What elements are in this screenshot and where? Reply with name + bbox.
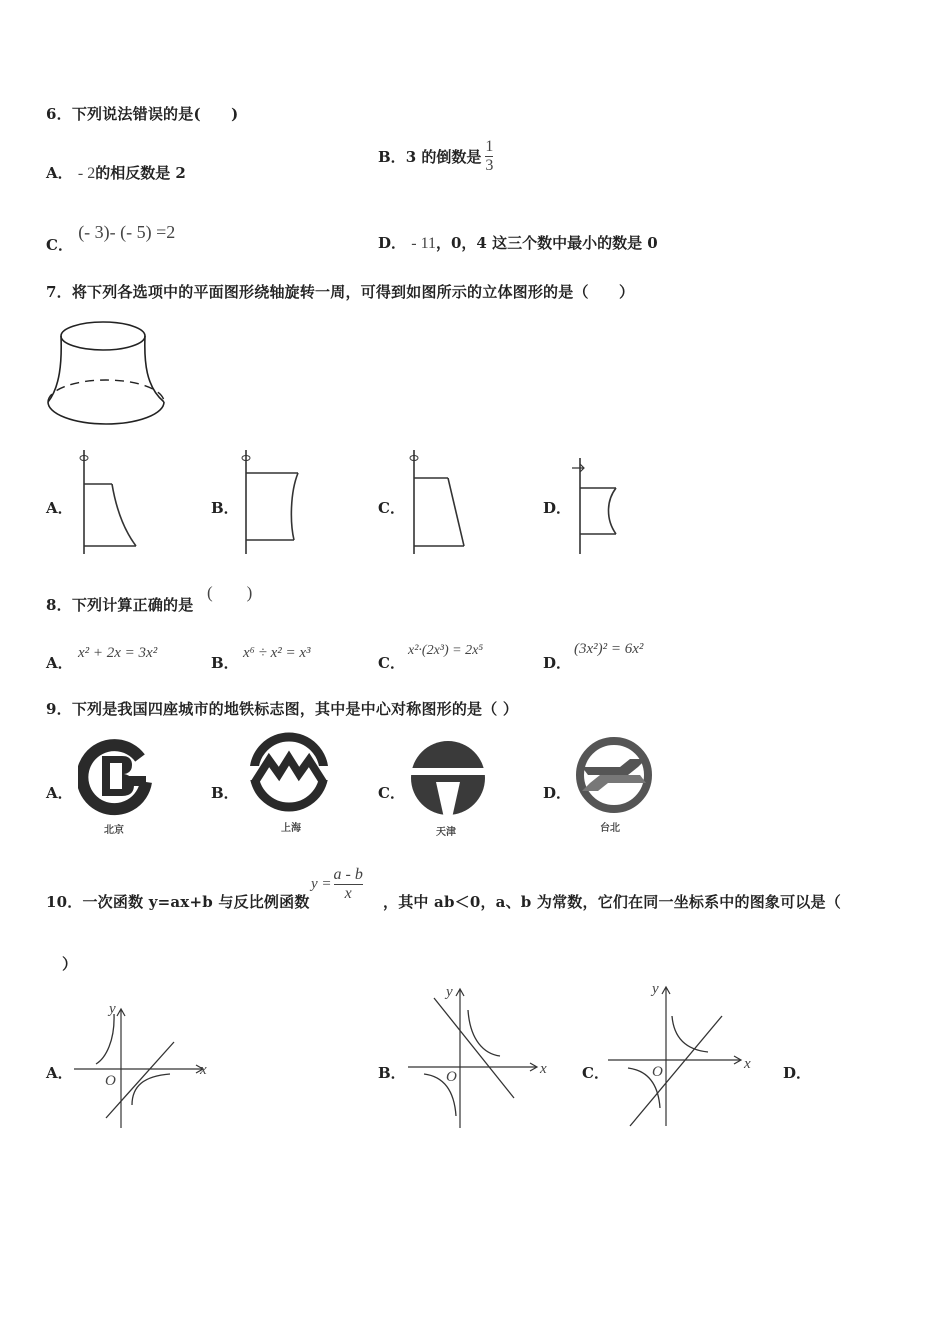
q7-option-c-label[interactable]: C． xyxy=(378,499,405,517)
q10-graph-b[interactable] xyxy=(404,980,554,1130)
q7-option-b-figure[interactable] xyxy=(236,448,306,558)
q6-option-d[interactable] xyxy=(378,232,658,253)
q6-option-b[interactable] xyxy=(378,138,493,175)
q10-frac-num: a - b xyxy=(333,866,363,883)
q8-stem: 8．下列计算正确的是 xyxy=(46,596,194,614)
q7-stem: 7．将下列各选项中的平面图形绕轴旋转一周，可得到如图所示的立体图形的是（ ） xyxy=(46,283,635,301)
q10-c-origin: O xyxy=(652,1064,663,1080)
q9-city-a: 北京 xyxy=(104,825,124,836)
q6-option-a[interactable] xyxy=(46,162,186,183)
q9-stem: 9．下列是我国四座城市的地铁标志图，其中是中心对称图形的是（ ） xyxy=(46,700,519,718)
q9-city-c: 天津 xyxy=(436,827,456,838)
q7-option-d-figure[interactable] xyxy=(568,456,628,556)
q9-option-c-label[interactable]: C． xyxy=(378,784,405,802)
q6-d-label: D． xyxy=(378,234,407,252)
q6-c-label: C． xyxy=(46,236,73,254)
shanghai-subway-logo[interactable] xyxy=(247,730,331,814)
q6-c-math: (- 3)- (- 5) =2 xyxy=(78,222,176,242)
q10-a-x-label: x xyxy=(200,1062,207,1078)
q10-graph-c[interactable] xyxy=(604,978,764,1130)
q6-a-label: A． xyxy=(46,164,73,182)
q9-option-a-label[interactable]: A． xyxy=(46,784,73,802)
q10-b-y-label: y xyxy=(446,984,453,1000)
q6-b-text: 3 的倒数是 xyxy=(405,148,482,166)
q10-stem-pre: 10．一次函数 y=ax+b 与反比例函数 xyxy=(46,893,310,911)
q10-formula xyxy=(311,866,363,903)
q9-city-b: 上海 xyxy=(281,823,301,834)
q10-stem-end: ） xyxy=(62,955,78,973)
q8-option-d-expr: (3x²)² = 6x² xyxy=(574,641,644,657)
q7-option-b-label[interactable]: B． xyxy=(211,499,239,517)
q8-option-d-label[interactable]: D． xyxy=(543,654,572,672)
q6-b-den: 3 xyxy=(485,157,494,174)
q10-frac-den: x xyxy=(344,885,352,902)
taipei-subway-logo[interactable] xyxy=(572,733,656,817)
q6-b-label: B． xyxy=(378,148,406,166)
q6-a-text: 的相反数是 2 xyxy=(95,164,186,182)
q6-stem: 6．下列说法错误的是( ) xyxy=(46,105,239,123)
q8-option-b-label[interactable]: B． xyxy=(211,654,239,672)
q10-option-b-label[interactable]: B． xyxy=(378,1064,406,1082)
q6-option-c[interactable] xyxy=(46,222,176,254)
q7-option-a-label[interactable]: A． xyxy=(46,499,73,517)
q8-option-c-expr: x²·(2x³) = 2x⁵ xyxy=(408,643,484,658)
q7-solid-figure xyxy=(40,312,175,432)
q10-option-a-label[interactable]: A． xyxy=(46,1064,73,1082)
q10-a-y-label: y xyxy=(109,1001,116,1017)
beijing-subway-logo[interactable] xyxy=(78,736,158,816)
q10-b-origin: O xyxy=(446,1069,457,1085)
tianjin-subway-logo[interactable] xyxy=(408,738,488,818)
q10-c-y-label: y xyxy=(652,981,659,997)
q8-option-c-label[interactable]: C． xyxy=(378,654,405,672)
q10-graph-a[interactable] xyxy=(70,1000,220,1130)
q8-option-a-label[interactable]: A． xyxy=(46,654,73,672)
q7-option-c-figure[interactable] xyxy=(404,448,474,558)
q10-b-x-label: x xyxy=(540,1061,547,1077)
q7-option-a-figure[interactable] xyxy=(74,448,144,558)
q6-a-math: - 2 xyxy=(77,165,96,182)
q8-option-b-expr: x⁶ ÷ x² = x³ xyxy=(243,645,311,661)
q6-b-fraction xyxy=(485,138,493,175)
q9-option-d-label[interactable]: D． xyxy=(543,784,572,802)
q10-stem-post: ，其中 ab＜0，a、b 为常数，它们在同一坐标系中的图象可以是（ xyxy=(383,893,841,911)
q10-formula-lhs: y = xyxy=(311,876,332,892)
q9-option-b-label[interactable]: B． xyxy=(211,784,239,802)
q10-a-origin: O xyxy=(105,1073,116,1089)
q9-city-d: 台北 xyxy=(600,823,620,834)
q8-paren: ( ) xyxy=(207,583,253,602)
q6-d-text: ，0，4 这三个数中最小的数是 0 xyxy=(435,234,658,252)
q10-c-x-label: x xyxy=(744,1056,751,1072)
q10-option-d-label[interactable]: D． xyxy=(783,1064,812,1082)
q10-fraction xyxy=(334,866,363,903)
q8-option-a-expr: x² + 2x = 3x² xyxy=(78,645,158,661)
q6-d-math: - 11 xyxy=(411,235,436,252)
q10-option-c-label[interactable]: C． xyxy=(582,1064,609,1082)
q7-option-d-label[interactable]: D． xyxy=(543,499,572,517)
q6-b-num: 1 xyxy=(485,138,494,155)
